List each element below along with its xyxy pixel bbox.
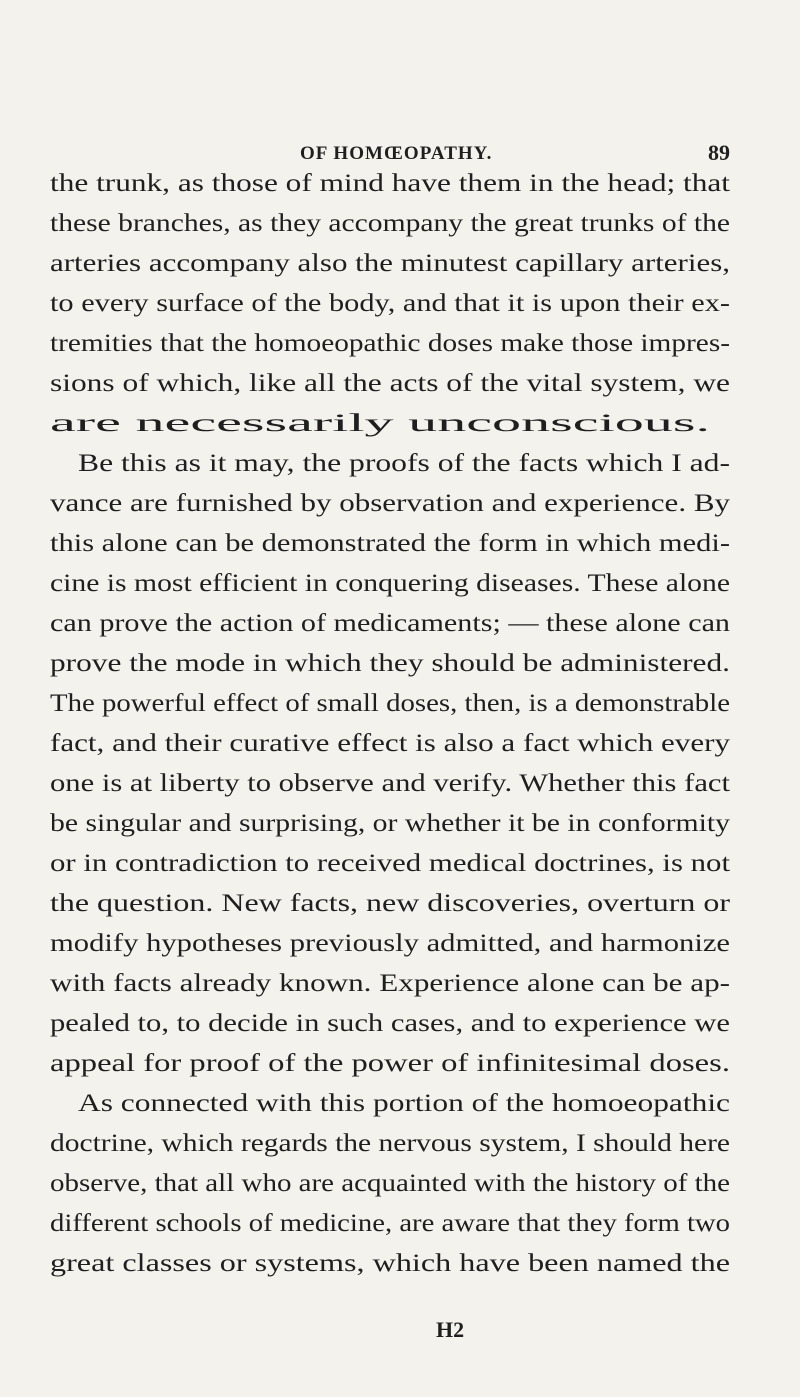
text-line: Be this as it may, the proofs of the facts which I ad- [78, 450, 730, 477]
text-line: these branches, as they accompany the great trunks of the [50, 210, 730, 237]
text-line: this alone can be demonstrated the form in which medi- [50, 530, 731, 557]
text-line: fact, and their curative effect is also a fact which every [50, 730, 730, 757]
text-line: As connected with this portion of the homoeopathic [78, 1090, 730, 1117]
text-line: prove the mode in which they should be administered. [50, 650, 730, 677]
text-line: can prove the action of medicaments; — these alone can [50, 610, 730, 637]
page-number: 89 [708, 140, 730, 165]
text-line: modify hypotheses previously admitted, and harmonize [50, 930, 731, 957]
text-line: be singular and surprising, or whether it be in conformity [50, 810, 731, 837]
text-line: appeal for proof of the power of infinitesimal doses. [50, 1050, 730, 1077]
text-line: cine is most efficient in conquering diseases. These alone [50, 570, 730, 597]
text-line: to every surface of the body, and that it is upon their ex- [50, 290, 730, 317]
text-line: vance are furnished by observation and experience. By [50, 490, 730, 517]
running-head: OF HOMŒOPATHY. [300, 143, 493, 164]
text-line: great classes or systems, which have been named the [50, 1250, 730, 1277]
text-line: pealed to, to decide in such cases, and to experience we [50, 1010, 730, 1037]
text-line: the trunk, as those of mind have them in the head; that [50, 170, 730, 197]
text-line: tremities that the homoeopathic doses make those impres- [50, 330, 730, 357]
text-line: The powerful effect of small doses, then, is a demonstrable [50, 690, 730, 717]
text-line: different schools of medicine, are aware that they form two [50, 1210, 730, 1237]
text-line: are necessarily unconscious. [50, 410, 710, 437]
signature-mark: H2 [436, 1317, 465, 1342]
text-line: sions of which, like all the acts of the vital system, we [50, 370, 730, 397]
text-line: observe, that all who are acquainted with the history of the [50, 1170, 730, 1197]
text-line: one is at liberty to observe and verify. Whether this fact [50, 770, 730, 797]
text-line: or in contradiction to received medical doctrines, is not [50, 850, 730, 877]
text-line: the question. New facts, new discoveries, overturn or [50, 890, 730, 917]
text-line: doctrine, which regards the nervous system, I should here [50, 1130, 730, 1157]
text-line: with facts already known. Experience alone can be ap- [50, 970, 730, 997]
text-line: arteries accompany also the minutest capillary arteries, [50, 250, 730, 277]
